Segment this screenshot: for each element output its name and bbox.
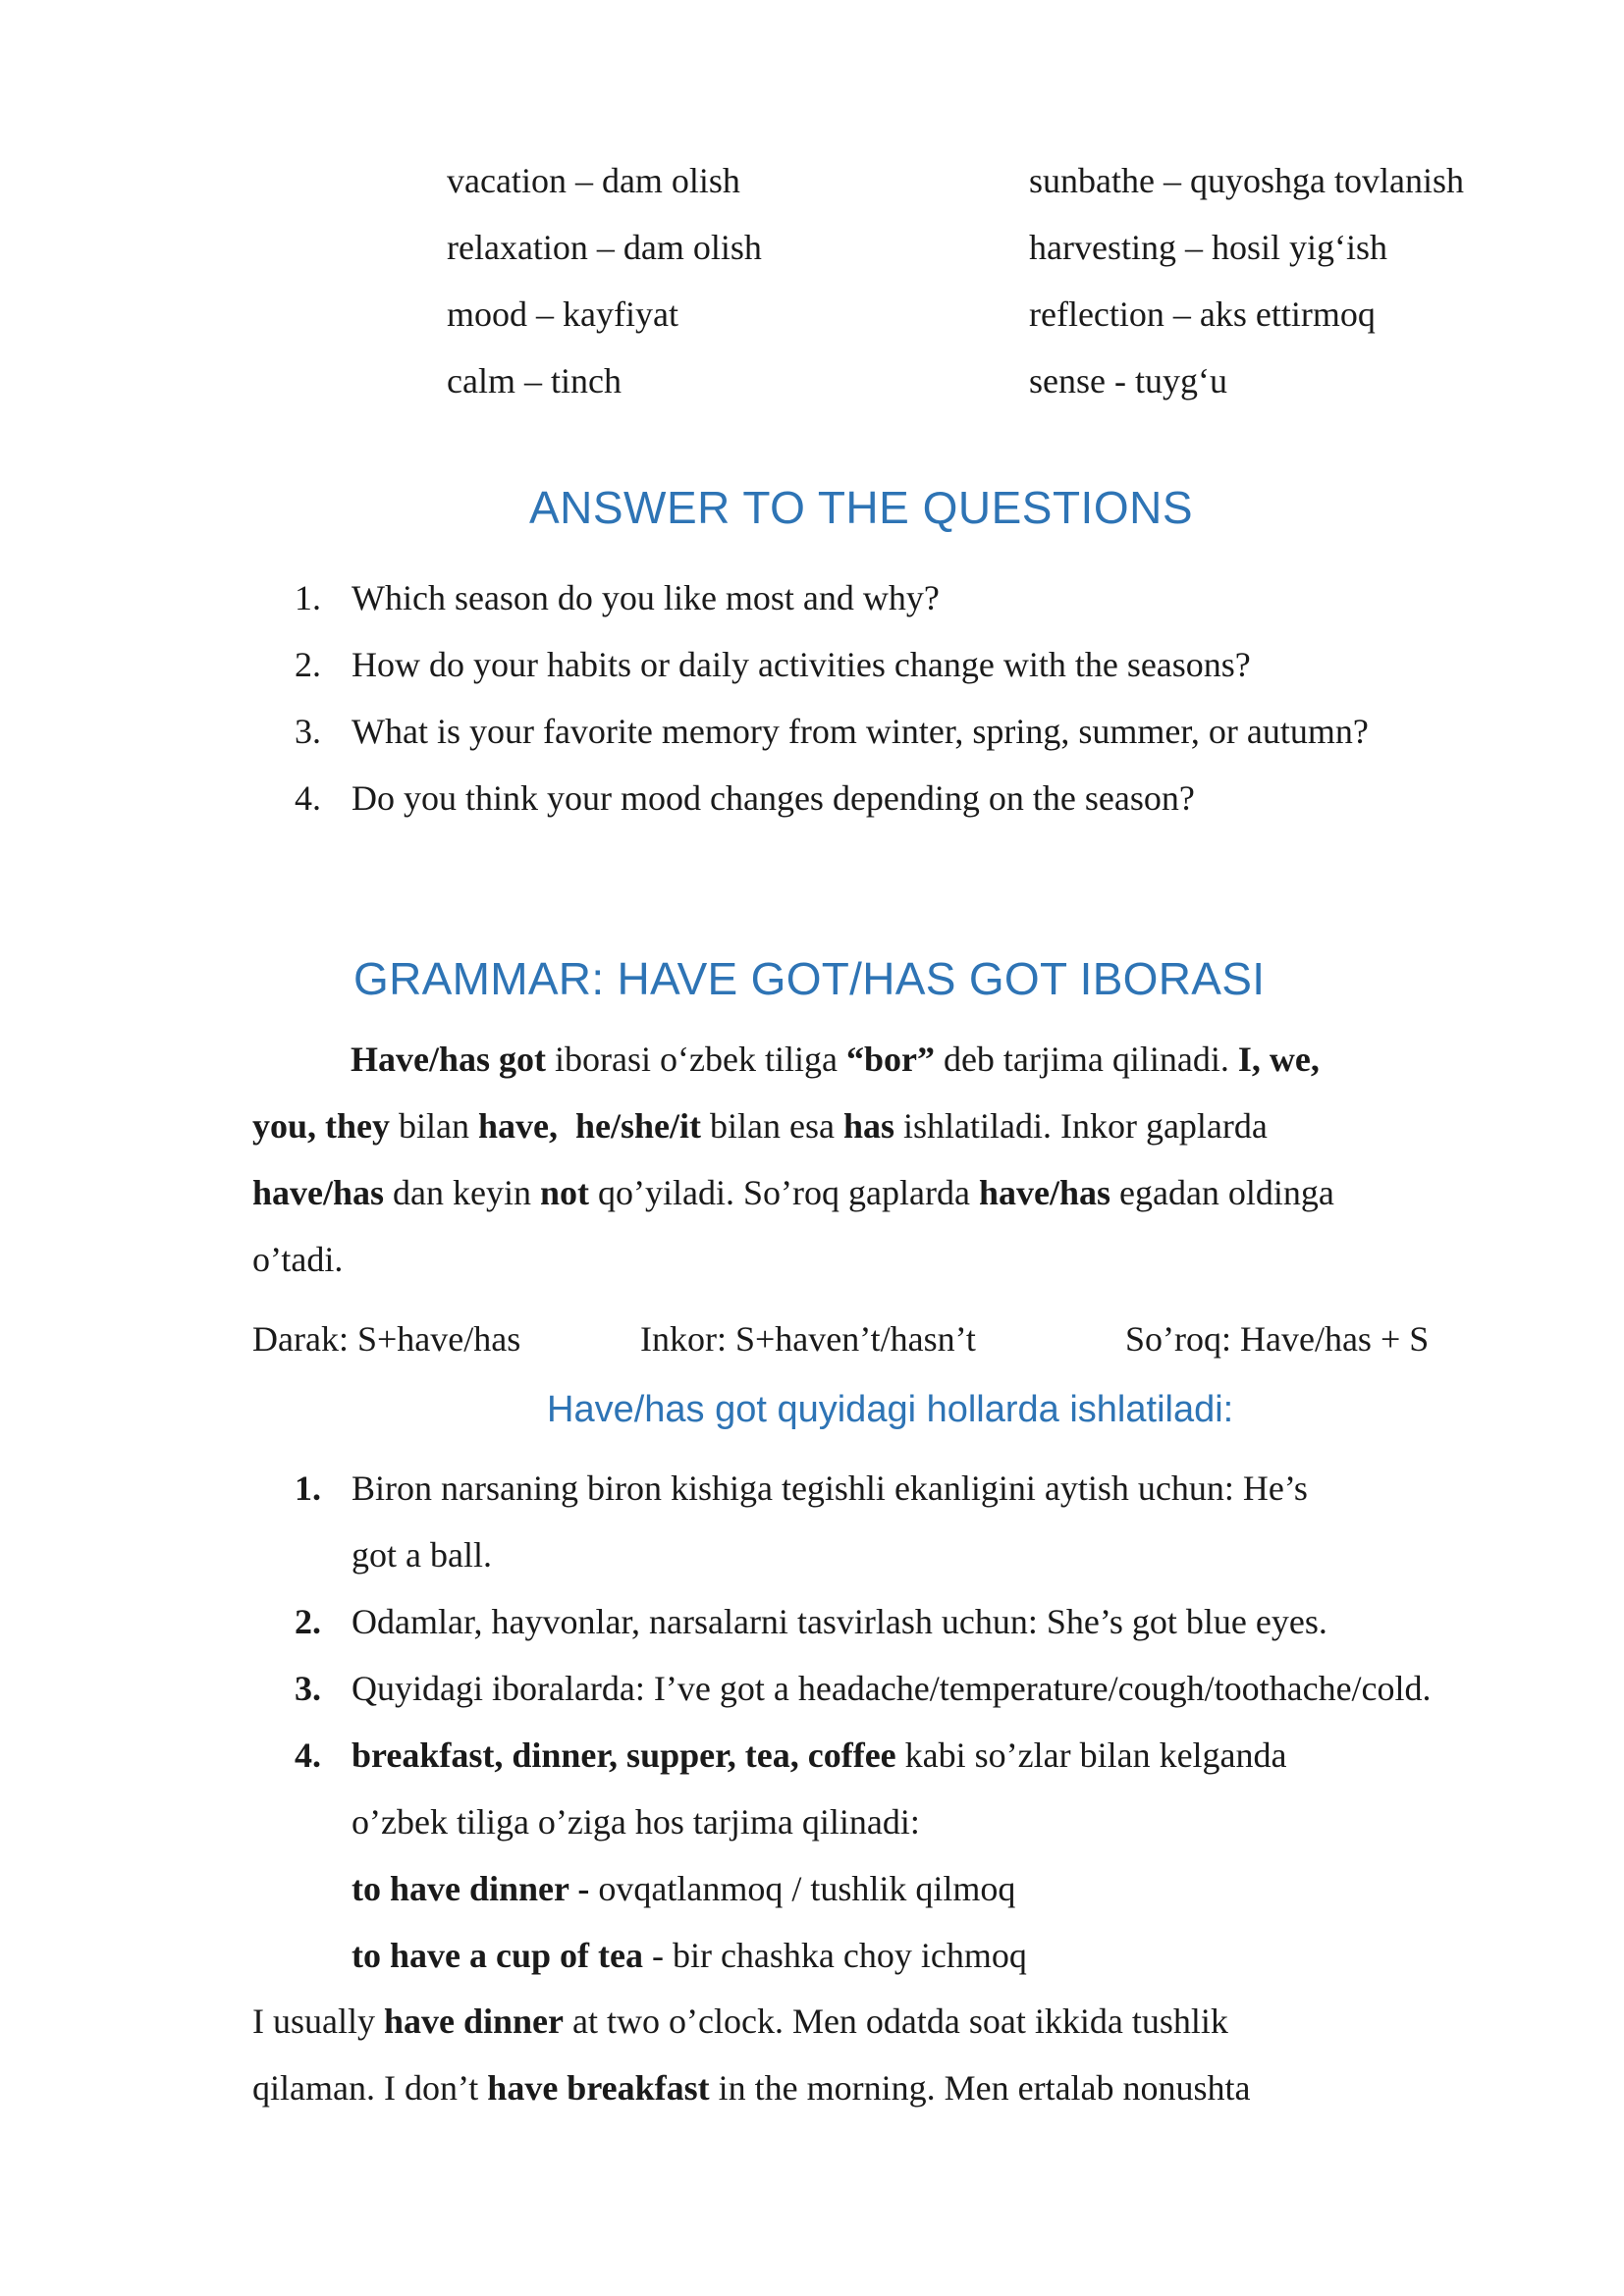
usage-item xyxy=(295,1588,1432,1655)
text-run: bilan esa xyxy=(701,1106,843,1146)
vocab-item: harvesting – hosil yig‘ish xyxy=(1029,228,1387,267)
answer-questions-heading: ANSWER TO THE QUESTIONS xyxy=(528,482,1194,533)
question-text: Do you think your mood changes depending on the season? xyxy=(352,778,1195,818)
usage-item xyxy=(295,1455,1432,1588)
bold-term: he/she/it xyxy=(575,1106,702,1146)
usage-line xyxy=(352,1855,1287,1922)
bold-term: have/has xyxy=(978,1173,1110,1212)
question-item xyxy=(295,765,1369,831)
usage-line: o’zbek tiliga o’ziga hos tarjima qilinadi: xyxy=(352,1802,920,1842)
usage-line: got a ball. xyxy=(352,1535,492,1575)
grammar-heading: GRAMMAR: HAVE GOT/HAS GOT IBORASI xyxy=(353,953,1266,1004)
text-run xyxy=(558,1106,575,1146)
paragraph-line xyxy=(252,1026,1450,1093)
bold-term: have/has xyxy=(252,1173,385,1212)
bold-term: to have dinner - xyxy=(352,1869,590,1908)
paragraph-line xyxy=(252,1159,1450,1226)
bold-term: have breakfast xyxy=(487,2068,710,2108)
grammar-intro-paragraph xyxy=(252,1026,1450,1293)
usage-line: Odamlar, hayvonlar, narsalarni tasvirlash uchun: She’s got blue eyes. xyxy=(352,1602,1327,1641)
bold-term: have dinner xyxy=(383,2002,565,2041)
bold-term: to have a cup of tea xyxy=(352,1936,643,1975)
vocab-item: sunbathe – quyoshga tovlanish xyxy=(1029,161,1464,200)
question-number: 3. xyxy=(295,712,321,751)
usage-item xyxy=(295,1722,1432,1989)
question-item xyxy=(295,631,1369,698)
example-paragraph xyxy=(252,1988,1251,2121)
usage-line: Quyidagi iboralarda: I’ve got a headache/temperature/cough/toothache/cold. xyxy=(352,1669,1432,1708)
vocab-item: sense - tuyg‘u xyxy=(1029,361,1227,400)
usage-item xyxy=(295,1655,1432,1722)
text-run: iborasi o‘zbek tiligа xyxy=(546,1040,846,1079)
text-run: dan keyin xyxy=(384,1173,541,1212)
text-run: at two o’clock. Men odatda soat ikkida tushlik xyxy=(564,2002,1228,2041)
vocab-item: relaxation – dam olish xyxy=(447,228,762,267)
vocabulary-left-column xyxy=(447,147,762,414)
question-item xyxy=(295,564,1369,631)
question-form: So’roq: Have/has + S xyxy=(1125,1319,1430,1359)
vocab-item: calm – tinch xyxy=(447,361,622,400)
affirmative-form: Darak: S+have/has xyxy=(252,1319,521,1359)
paragraph-line xyxy=(252,1093,1450,1159)
question-text: What is your favorite memory from winter, spring, summer, or autumn? xyxy=(352,712,1369,751)
text-run: bilan xyxy=(390,1106,478,1146)
question-text: Which season do you like most and why? xyxy=(352,578,940,617)
text-run: egadan oldinga xyxy=(1110,1173,1334,1212)
question-number: 4. xyxy=(295,778,321,818)
bold-term: not xyxy=(540,1173,590,1212)
paragraph-line xyxy=(252,2055,1251,2121)
bold-term: “bor” xyxy=(845,1040,935,1079)
bold-term: has xyxy=(842,1106,894,1146)
usage-number: 1. xyxy=(295,1468,321,1508)
usage-line: Biron narsaning biron kishiga tegishli ekanligini aytish uchun: He’s xyxy=(352,1468,1308,1508)
vocabulary-right-column xyxy=(1029,147,1464,414)
text-run: - bir chashka choy ichmoq xyxy=(642,1936,1027,1975)
bold-term: have, xyxy=(478,1106,558,1146)
usage-number: 3. xyxy=(295,1669,321,1708)
bold-term: I, we, xyxy=(1237,1040,1320,1079)
usage-number: 2. xyxy=(295,1602,321,1641)
paragraph-line xyxy=(252,1226,1450,1293)
text-run: ishlatiladi. Inkor gaplarda xyxy=(894,1106,1268,1146)
text-run: qilaman. I don’t xyxy=(252,2068,488,2108)
text-run: ovqatlanmoq / tushlik qilmoq xyxy=(589,1869,1016,1908)
usage-line xyxy=(352,1722,1287,1789)
text-run: qo’yiladi. So’roq gaplarda xyxy=(589,1173,979,1212)
text-run: in the morning. Men ertalab nonushta xyxy=(709,2068,1251,2108)
vocab-item: vacation – dam olish xyxy=(447,161,740,200)
bold-term: Have/has got xyxy=(351,1040,547,1079)
vocab-item: mood – kayfiyat xyxy=(447,294,678,334)
paragraph-line xyxy=(252,1988,1251,2055)
question-number: 2. xyxy=(295,645,321,684)
bold-term: you, they xyxy=(252,1106,391,1146)
vocab-item: reflection – aks ettirmoq xyxy=(1029,294,1376,334)
usage-number: 4. xyxy=(295,1735,321,1775)
question-number: 1. xyxy=(295,578,321,617)
usage-line xyxy=(352,1922,1287,1989)
text-run: deb tarjima qilinadi. xyxy=(934,1040,1238,1079)
question-item xyxy=(295,698,1369,765)
question-text: How do your habits or daily activities change with the seasons? xyxy=(352,645,1251,684)
text-run: kabi so’zlar bilan kelganda xyxy=(895,1735,1287,1775)
bold-term: breakfast, dinner, supper, tea, coffee xyxy=(352,1735,896,1775)
usage-list xyxy=(295,1455,1432,1989)
usage-subheading: Have/has got quyidagi hollarda ishlatiladi: xyxy=(547,1389,1234,1430)
text-run: o’tadi. xyxy=(252,1240,344,1279)
negative-form: Inkor: S+haven’t/hasn’t xyxy=(640,1319,976,1359)
questions-list xyxy=(295,564,1369,831)
text-run: I usually xyxy=(252,2002,384,2041)
